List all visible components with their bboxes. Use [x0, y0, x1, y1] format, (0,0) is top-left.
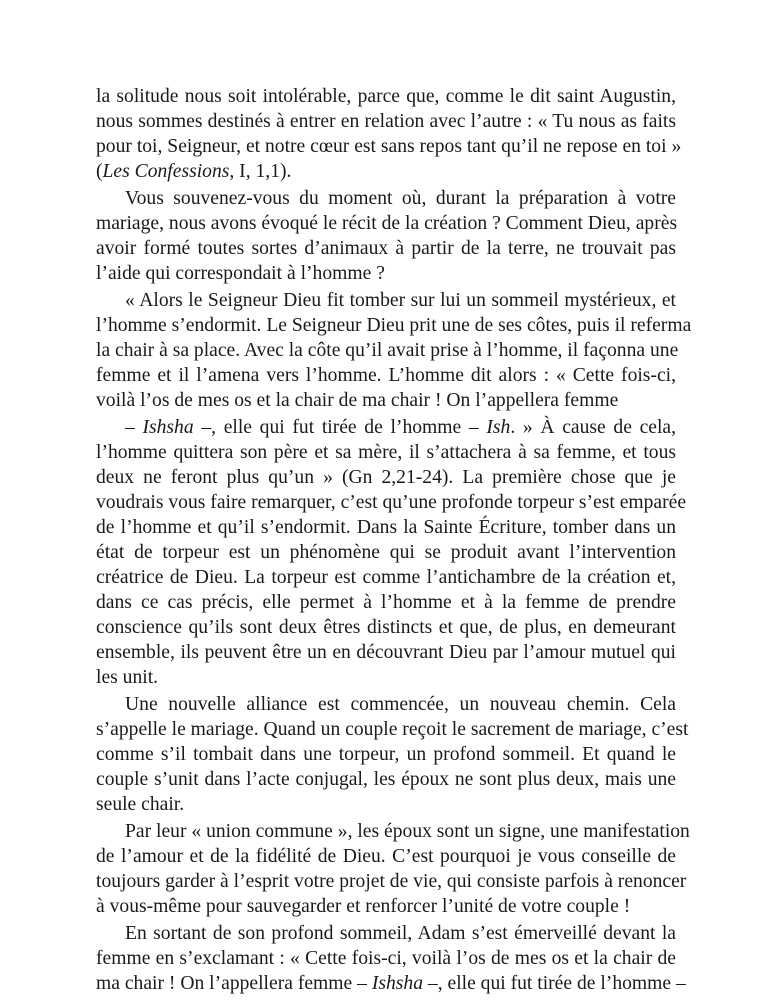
- text-segment: avoir formé toutes sortes d’animaux à partir de la terre, ne trouvait pas: [96, 238, 676, 259]
- text-line: [96, 615, 676, 640]
- text-line: [96, 159, 676, 184]
- text-segment: créatrice de Dieu. La torpeur est comme l’antichambre de la création et,: [96, 567, 676, 588]
- text-segment: pour toi, Seigneur, et notre cœur est sans repos tant qu’il ne repose en toi »: [96, 136, 682, 157]
- paragraph: [96, 921, 686, 996]
- text-segment: femme en s’exclamant : « Cette fois-ci, voilà l’os de mes os et la chair de: [96, 948, 676, 969]
- text-line: [96, 211, 676, 236]
- text-segment: Vous souvenez-vous du moment où, durant la préparation à votre: [125, 188, 676, 209]
- text-segment: , I, 1,1).: [229, 161, 292, 182]
- text-segment: s’appelle le mariage. Quand un couple reçoit le sacrement de mariage, c’est: [96, 719, 689, 740]
- text-segment: ma chair ! On l’appellera femme –: [96, 973, 372, 994]
- text-line: [96, 261, 676, 286]
- text-segment: état de torpeur est un phénomène qui se produit avant l’intervention: [96, 542, 676, 563]
- italic-text: Ishsha: [371, 973, 423, 994]
- text-segment: de l’amour et de la fidélité de Dieu. C’est pourquoi je vous conseille de: [96, 846, 676, 867]
- text-segment: mariage, nous avons évoqué le récit de la création ? Comment Dieu, après: [96, 213, 678, 234]
- text-line: [96, 640, 676, 665]
- text-segment: comme s’il tombait dans une torpeur, un profond sommeil. Et quand le: [96, 744, 676, 765]
- text-line: [96, 565, 676, 590]
- text-segment: à vous-même pour sauvegarder et renforcer l’unité de votre couple !: [96, 896, 631, 917]
- text-segment: ensemble, ils peuvent être un en découvrant Dieu par l’amour mutuel qui: [96, 642, 676, 663]
- text-line: [96, 84, 676, 109]
- text-line: [96, 515, 676, 540]
- text-line: [96, 186, 676, 211]
- text-segment: l’homme s’endormit. Le Seigneur Dieu prit une de ses côtes, puis il referma: [96, 315, 692, 336]
- text-segment: femme et il l’amena vers l’homme. L’homme dit alors : « Cette fois-ci,: [96, 365, 676, 386]
- italic-text: Les Confessions: [102, 161, 230, 182]
- text-line: [96, 946, 676, 971]
- text-segment: nous sommes destinés à entrer en relation avec l’autre : « Tu nous as faits: [96, 111, 676, 132]
- text-segment: –, elle qui fut tirée de l’homme –: [193, 417, 487, 438]
- text-line: [96, 869, 687, 894]
- text-segment: –, elle qui fut tirée de l’homme –: [423, 973, 686, 994]
- text-line: [96, 742, 676, 767]
- text-line: [96, 717, 689, 742]
- text-line: [96, 971, 686, 996]
- text-segment: seule chair.: [96, 794, 185, 815]
- text-segment: voilà l’os de mes os et la chair de ma chair ! On l’appellera femme: [96, 390, 619, 411]
- text-line: [96, 692, 676, 717]
- paragraph: [96, 288, 692, 413]
- text-line: [96, 844, 676, 869]
- text-segment: Une nouvelle alliance est commencée, un nouveau chemin. Cela: [125, 694, 676, 715]
- italic-text: Ish: [486, 417, 511, 438]
- text-line: [96, 440, 676, 465]
- text-segment: toujours garder à l’esprit votre projet de vie, qui consiste parfois à renoncer: [96, 871, 687, 892]
- text-line: [96, 540, 676, 565]
- text-segment: Par leur « union commune », les époux sont un signe, une manifestation: [125, 821, 690, 842]
- text-segment: –: [125, 417, 143, 438]
- text-segment: couple s’unit dans l’acte conjugal, les époux ne sont plus deux, mais une: [96, 769, 676, 790]
- paragraph: [96, 692, 689, 817]
- text-line: [96, 665, 676, 690]
- text-segment: la chair à sa place. Avec la côte qu’il avait prise à l’homme, il façonna une: [96, 340, 679, 361]
- text-line: [96, 134, 682, 159]
- text-segment: de l’homme et qu’il s’endormit. Dans la Sainte Écriture, tomber dans un: [96, 517, 676, 538]
- text-line: [96, 363, 676, 388]
- text-line: [96, 288, 676, 313]
- text-segment: voudrais vous faire remarquer, c’est qu’une profonde torpeur s’est emparée: [96, 492, 687, 513]
- text-segment: dans ce cas précis, elle permet à l’homme et à la femme de prendre: [96, 592, 676, 613]
- text-segment: « Alors le Seigneur Dieu fit tomber sur lui un sommeil mystérieux, et: [125, 290, 676, 311]
- text-line: [96, 590, 676, 615]
- text-line: [96, 236, 676, 261]
- text-segment: l’homme quittera son père et sa mère, il s’attachera à sa femme, et tous: [96, 442, 676, 463]
- text-line: [96, 465, 676, 490]
- document-page: [96, 84, 692, 996]
- text-line: [96, 338, 679, 363]
- text-line: [96, 490, 687, 515]
- text-line: [96, 767, 676, 792]
- paragraph: [96, 819, 690, 919]
- text-segment: l’aide qui correspondait à l’homme ?: [96, 263, 385, 284]
- text-line: [96, 894, 676, 919]
- text-segment: les unit.: [96, 667, 159, 688]
- italic-text: Ishsha: [142, 417, 194, 438]
- text-line: [96, 415, 676, 440]
- text-segment: . » À cause de cela,: [510, 417, 676, 438]
- paragraph: [96, 415, 687, 690]
- text-line: [96, 792, 676, 817]
- text-segment: conscience qu’ils sont deux êtres distincts et que, de plus, en demeurant: [96, 617, 676, 638]
- text-segment: (: [96, 161, 103, 182]
- text-line: [96, 819, 690, 844]
- text-segment: En sortant de son profond sommeil, Adam s’est émerveillé devant la: [125, 923, 676, 944]
- paragraph: [96, 84, 682, 184]
- text-line: [96, 313, 692, 338]
- text-segment: deux ne feront plus qu’un » (Gn 2,21-24). La première chose que je: [96, 467, 676, 488]
- paragraph: [96, 186, 676, 286]
- text-segment: la solitude nous soit intolérable, parce que, comme le dit saint Augustin,: [96, 86, 676, 107]
- text-line: [96, 388, 676, 413]
- text-line: [96, 921, 676, 946]
- text-line: [96, 109, 676, 134]
